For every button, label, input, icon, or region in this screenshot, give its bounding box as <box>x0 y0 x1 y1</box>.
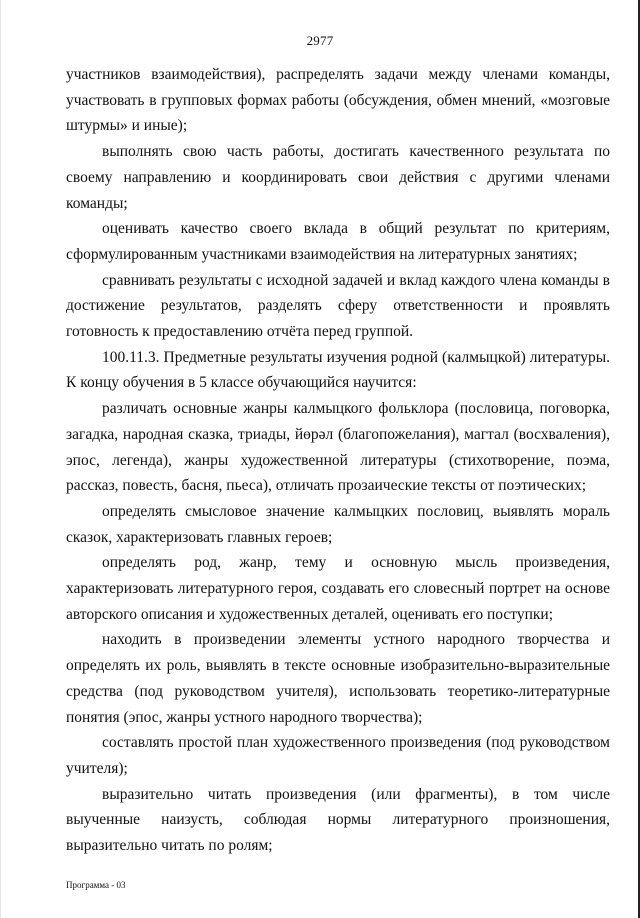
section-heading-paragraph: 100.11.3. Предметные результаты изучения родной (калмыцкой) литературы. К концу обучения в 5 классе обучающийся научится: <box>66 348 610 392</box>
paragraph: сравнивать результаты с исходной задачей и вклад каждого члена команды в достижение результатов, разделять сферу ответственности и проявлять готовность к предоставлению отчёта перед группой. <box>66 271 610 341</box>
paragraph: находить в произведении элементы устного народного творчества и определять их роль, выявлять в тексте основные изобразительно-выразительные средства (под руководством учителя), использовать теоретико-литературные понятия (эпос, жанры устного народного творчества); <box>66 631 610 726</box>
paragraph: выполнять свою часть работы, достигать качественного результата по своему направлению и координировать свои действия с другими членами команды; <box>66 143 610 212</box>
paragraph: выразительно читать произведения (или фрагменты), в том числе выученные наизусть, соблюдая нормы литературного произношения, выразительно читать по ролям; <box>66 785 610 855</box>
scan-edge-left <box>0 0 1 918</box>
paragraph: определять род, жанр, тему и основную мысль произведения, характеризовать литературного героя, создавать его словесный портрет на основе авторского описания и художественных деталей, оценивать его поступки; <box>66 554 610 623</box>
paragraph: определять смысловое значение калмыцких пословиц, выявлять мораль сказок, характеризовать главных героев; <box>66 502 610 546</box>
page-number: 2977 <box>306 33 334 48</box>
document-body <box>66 62 610 859</box>
paragraph: составлять простой план художественного произведения (под руководством учителя); <box>66 734 610 777</box>
paragraph: участников взаимодействия), распределять задачи между членами команды, участвовать в групповых формах работы (обсуждения, обмен мнений, «мозговые штурмы» и иные); <box>66 66 610 135</box>
footer-program-label: Программа - 03 <box>66 880 126 890</box>
paragraph: оценивать качество своего вклада в общий результат по критериям, сформулированным участниками взаимодействия на литературных занятиях; <box>66 220 610 263</box>
paragraph: различать основные жанры калмыцкого фольклора (пословица, поговорка, загадка, народная сказка, триады, йөрәл (благопожелания), магтал (восхваления), эпос, легенда), жанры художественной литературы (стихотворение, поэма, рассказ, повесть, басня, пьеса), отличать прозаические тексты от поэтических; <box>66 400 610 495</box>
